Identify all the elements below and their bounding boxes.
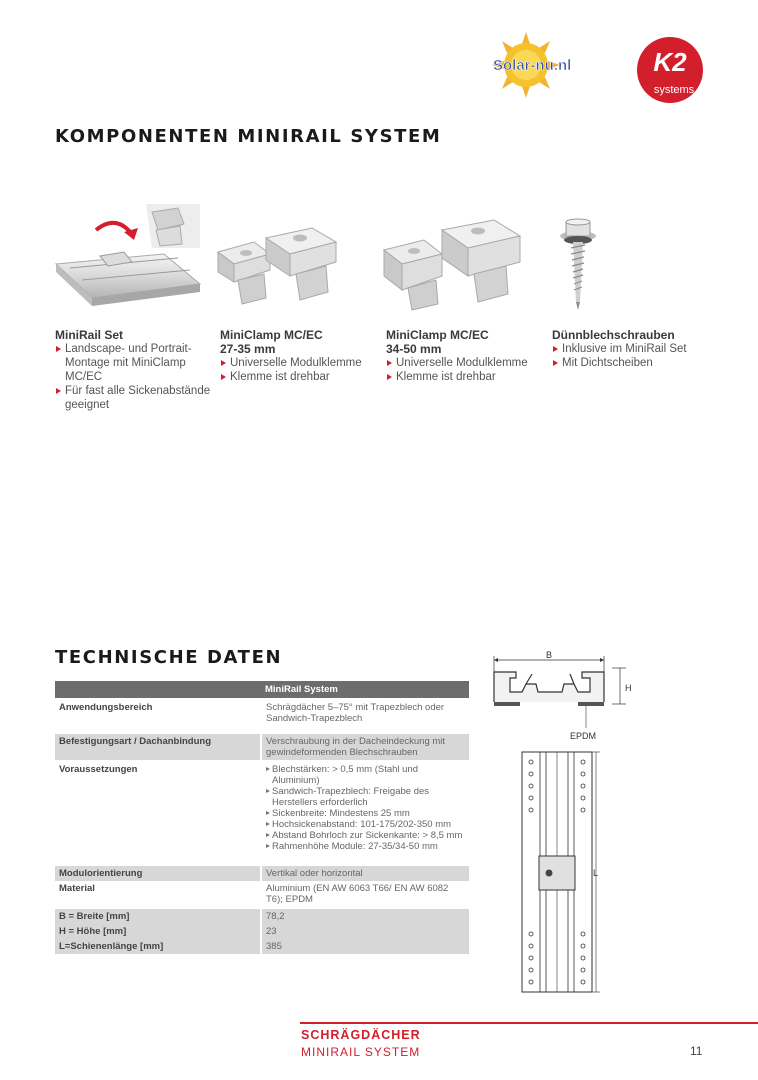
dimension-l-label: L [593,868,599,878]
product-bullets [55,342,215,412]
product-name: MiniRail Set [55,328,124,342]
k2-logo-text: K2 [653,47,687,77]
epdm-label: EPDM [570,731,597,741]
row-key: Voraussetzungen [59,764,138,775]
row-value: Schrägdächer 5–75° mit Trapezblech oder Sandwich-Trapezblech [261,700,469,726]
components-title: KOMPONENTEN MINIRAIL SYSTEM [55,126,442,147]
miniclamp-34-50-image [380,214,526,314]
product-size: 34-50 mm [386,342,442,356]
footer-subtitle: MINIRAIL SYSTEM [301,1045,421,1059]
table-header-minirail: MiniRail System [261,681,469,698]
table-row [55,924,469,939]
footer-title: SCHRÄGDÄCHER [301,1028,421,1042]
requirement-item: Blechstärken: > 0,5 mm (Stahl und Aluminium) [266,764,465,786]
product-name: MiniClamp MC/EC [386,328,489,342]
rail-top-view [512,748,612,998]
bullet-item: Inklusive im MiniRail Set [552,342,702,356]
table-header-row [55,681,469,698]
table-row [55,881,469,907]
k2-systems-logo [633,35,713,105]
row-value: Vertikal oder horizontal [261,866,469,881]
requirement-item: Abstand Bohrloch zur Sickenkante: > 8,5 mm [266,830,465,841]
product-duennblechschrauben [552,328,702,370]
row-value: Aluminium (EN AW 6063 T66/ EN AW 6082 T6); EPDM [261,881,469,907]
table-row [55,866,469,881]
product-bullets [552,342,702,370]
solar-nu-logo [486,30,612,100]
row-value: 78,2 [261,909,469,924]
row-key: H = Höhe [mm] [55,924,261,939]
row-key: Modulorientierung [55,866,261,881]
row-value: 385 [261,939,469,954]
product-size: 27-35 mm [220,342,276,356]
bullet-item: Universelle Modulklemme [386,356,546,370]
dimension-b-label: B [545,650,553,660]
product-miniclamp-34-50 [386,328,546,384]
bullet-item: Mit Dichtscheiben [552,356,702,370]
k2-logo-sub: systems [653,84,695,96]
table-row [55,909,469,924]
screw-image [552,218,604,312]
table-row [55,734,469,760]
bullet-item: Universelle Modulklemme [220,356,380,370]
row-value [261,762,469,854]
product-bullets [386,356,546,384]
profile-cross-section [486,648,646,744]
requirement-item: Hochsickenabstand: 101-175/202-350 mm [266,819,465,830]
row-key: B = Breite [mm] [55,909,261,924]
row-key: Befestigungsart / Dachanbindung [55,734,261,760]
product-minirail-set [55,328,215,412]
product-bullets [220,356,380,384]
product-name: MiniClamp MC/EC [220,328,323,342]
table-header-empty [55,681,261,698]
bullet-item: Landscape- und Portrait-Montage mit MiniClamp MC/EC [55,342,215,384]
bullet-item: Klemme ist drehbar [220,370,380,384]
requirements-list [266,764,465,852]
table-row [55,762,469,854]
miniclamp-27-35-image [214,220,346,312]
product-miniclamp-27-35 [220,328,380,384]
requirement-item: Rahmenhöhe Module: 27-35/34-50 mm [266,841,465,852]
footer-rule [300,1022,758,1024]
requirement-item: Sickenbreite: Mindestens 25 mm [266,808,465,819]
row-key: Material [59,883,95,894]
row-value: Verschraubung in der Dacheindeckung mit gewindeformenden Blechschrauben [261,734,469,760]
dimension-h-label: H [625,683,632,693]
bullet-item: Für fast alle Sickenabstände geeignet [55,384,215,412]
table-row [55,939,469,954]
solar-logo-text: Solar-nu.nl [493,57,572,74]
tech-data-table [55,681,469,954]
table-row [55,700,469,726]
minirail-set-image [52,196,204,308]
tech-data-title: TECHNISCHE DATEN [55,647,283,668]
requirement-item: Sandwich-Trapezblech: Freigabe des Herstellers erforderlich [266,786,465,808]
product-name: Dünnblechschrauben [552,328,675,342]
row-value: 23 [261,924,469,939]
row-key: Anwendungsbereich [59,702,153,713]
bullet-item: Klemme ist drehbar [386,370,546,384]
row-key: L=Schienenlänge [mm] [55,939,261,954]
page-number: 11 [690,1044,703,1058]
